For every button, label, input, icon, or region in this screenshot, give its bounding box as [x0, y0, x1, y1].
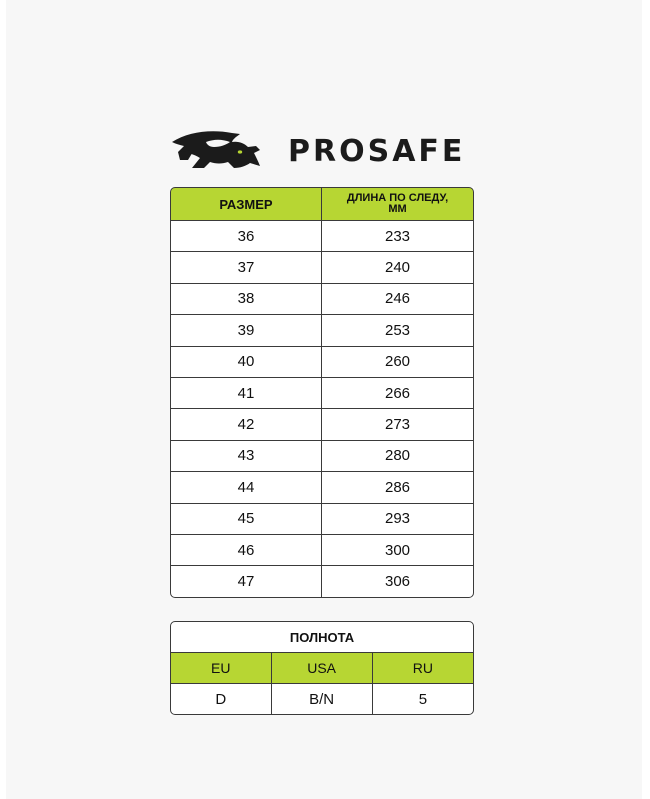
size-cell: 36 [170, 221, 322, 252]
length-cell: 233 [322, 221, 474, 252]
header-size: РАЗМЕР [170, 187, 322, 221]
length-cell: 293 [322, 504, 474, 535]
length-cell: 260 [322, 347, 474, 378]
table-row [170, 315, 474, 346]
size-cell: 40 [170, 347, 322, 378]
length-cell: 240 [322, 252, 474, 283]
table-row [170, 347, 474, 378]
size-cell: 38 [170, 284, 322, 315]
size-cell: 45 [170, 504, 322, 535]
length-cell: 300 [322, 535, 474, 566]
table-row [170, 378, 474, 409]
header-ru: RU [373, 653, 474, 684]
table-row [170, 221, 474, 252]
width-table-header [170, 653, 474, 684]
size-cell: 46 [170, 535, 322, 566]
length-cell: 286 [322, 472, 474, 503]
size-cell: 42 [170, 409, 322, 440]
size-cell: 41 [170, 378, 322, 409]
table-row [170, 535, 474, 566]
size-cell: 44 [170, 472, 322, 503]
table-row [170, 409, 474, 440]
length-cell: 246 [322, 284, 474, 315]
header-length [322, 187, 474, 221]
header-length-line2: ММ [388, 203, 407, 215]
size-cell: 43 [170, 441, 322, 472]
value-usa: B/N [272, 684, 373, 715]
size-cell: 39 [170, 315, 322, 346]
length-cell: 253 [322, 315, 474, 346]
size-cell: 47 [170, 566, 322, 597]
table-row [170, 252, 474, 283]
size-table [170, 187, 474, 598]
width-table-title-row [170, 621, 474, 653]
size-cell: 37 [170, 252, 322, 283]
length-cell: 280 [322, 441, 474, 472]
table-row [170, 472, 474, 503]
table-row [170, 684, 474, 715]
header-length-line1: ДЛИНА ПО СЛЕДУ, [346, 192, 449, 204]
header-eu: EU [170, 653, 272, 684]
table-row [170, 441, 474, 472]
rhino-head-icon [170, 128, 262, 174]
value-eu: D [170, 684, 272, 715]
length-cell: 306 [322, 566, 474, 597]
length-cell: 273 [322, 409, 474, 440]
table-row [170, 504, 474, 535]
value-ru: 5 [373, 684, 474, 715]
brand-name: PROSAFE [288, 134, 466, 169]
header-usa: USA [272, 653, 373, 684]
size-table-header [170, 187, 474, 221]
length-cell: 266 [322, 378, 474, 409]
table-row [170, 284, 474, 315]
width-table-title: ПОЛНОТА [170, 621, 474, 653]
table-row [170, 566, 474, 597]
width-table [170, 621, 474, 715]
brand-logo [170, 128, 470, 174]
